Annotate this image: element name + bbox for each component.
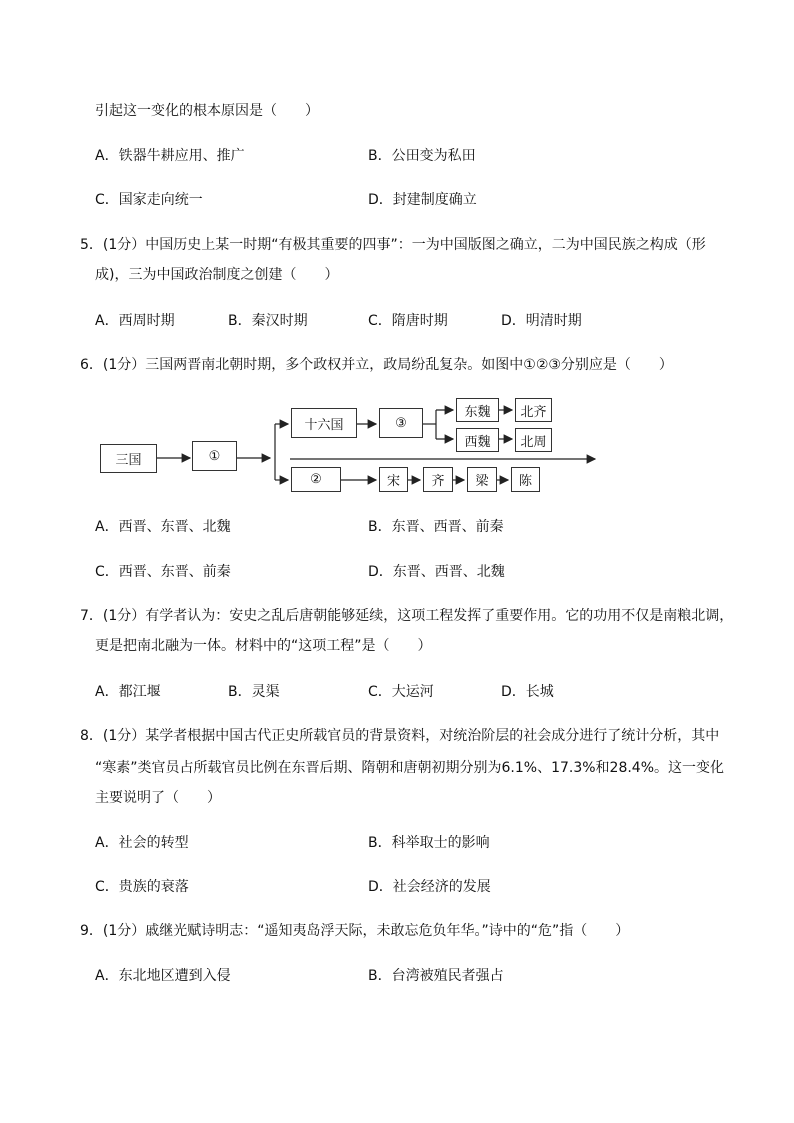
q6-option-c: C．西晋、东晋、前秦 [95, 564, 231, 580]
q4-option-a: A．铁器牛耕应用、推广 [95, 148, 245, 164]
q8-option-c: C．贵族的衰落 [95, 879, 189, 895]
q5-line2: 成)，三为中国政治制度之创建（ ） [95, 267, 339, 283]
box-circle-2: ② [291, 467, 341, 492]
q5-option-b: B．秦汉时期 [228, 313, 308, 329]
q8-option-b: B．科举取士的影响 [368, 835, 490, 851]
q4-stem-tail: 引起这一变化的根本原因是（ ） [95, 103, 319, 119]
q8-line2: “寒素”类官员占所载官员比例在东晋后期、隋朝和唐朝初期分别为6.1%、17.3%和28.4%。这一变化 [95, 760, 725, 776]
dynasty-flow-diagram [95, 392, 605, 502]
q7-option-b: B．灵渠 [228, 684, 280, 700]
box-chen: 陈 [511, 467, 540, 492]
box-song: 宋 [379, 467, 408, 492]
q7-option-a: A．都江堰 [95, 684, 161, 700]
q5-option-d: D．明清时期 [501, 313, 582, 329]
q8-line1: 8．(1分）某学者根据中国古代正史所载官员的背景资料，对统治阶层的社会成分进行了统计分析，其中 [80, 728, 720, 744]
box-circle-1: ① [192, 441, 237, 471]
box-circle-3: ③ [379, 408, 423, 438]
box-xiwei: 西魏 [456, 428, 499, 452]
q4-option-d: D．封建制度确立 [368, 192, 477, 208]
q8-option-d: D．社会经济的发展 [368, 879, 491, 895]
box-qi: 齐 [423, 467, 453, 492]
q5-line1: 5．(1分）中国历史上某一时期“有极其重要的四事”：一为中国版图之确立，二为中国民族之构成（形 [80, 237, 706, 253]
q6-line1: 6．(1分）三国两晋南北朝时期，多个政权并立，政局纷乱复杂。如图中①②③分别应是（ ） [80, 357, 673, 373]
q7-option-d: D．长城 [501, 684, 554, 700]
q9-line1: 9．(1分）戚继光赋诗明志：“遥知夷岛浮天际，未敢忘危负年华。”诗中的“危”指（ ） [80, 923, 630, 939]
q9-option-a: A．东北地区遭到入侵 [95, 968, 231, 984]
q9-option-b: B．台湾被殖民者强占 [368, 968, 504, 984]
box-beiqi: 北齐 [515, 398, 552, 422]
q8-option-a: A．社会的转型 [95, 835, 189, 851]
q6-option-a: A．西晋、东晋、北魏 [95, 519, 231, 535]
q6-option-d: D．东晋、西晋、北魏 [368, 564, 505, 580]
q7-line2: 更是把南北融为一体。材料中的“这项工程”是（ ） [95, 638, 432, 654]
q6-option-b: B．东晋、西晋、前秦 [368, 519, 504, 535]
box-liang: 梁 [467, 467, 497, 492]
q7-line1: 7．(1分）有学者认为：安史之乱后唐朝能够延续，这项工程发挥了重要作用。它的功用不仅是南粮北调， [80, 608, 734, 624]
q5-option-a: A．西周时期 [95, 313, 175, 329]
q8-line3: 主要说明了（ ） [95, 790, 221, 806]
box-dongwei: 东魏 [456, 398, 499, 422]
box-beizhou: 北周 [515, 428, 552, 452]
box-shiliuguo: 十六国 [291, 408, 357, 438]
q5-option-c: C．隋唐时期 [368, 313, 448, 329]
box-sanguo: 三国 [100, 444, 157, 473]
q4-option-b: B．公田变为私田 [368, 148, 476, 164]
q4-option-c: C．国家走向统一 [95, 192, 203, 208]
q7-option-c: C．大运河 [368, 684, 434, 700]
